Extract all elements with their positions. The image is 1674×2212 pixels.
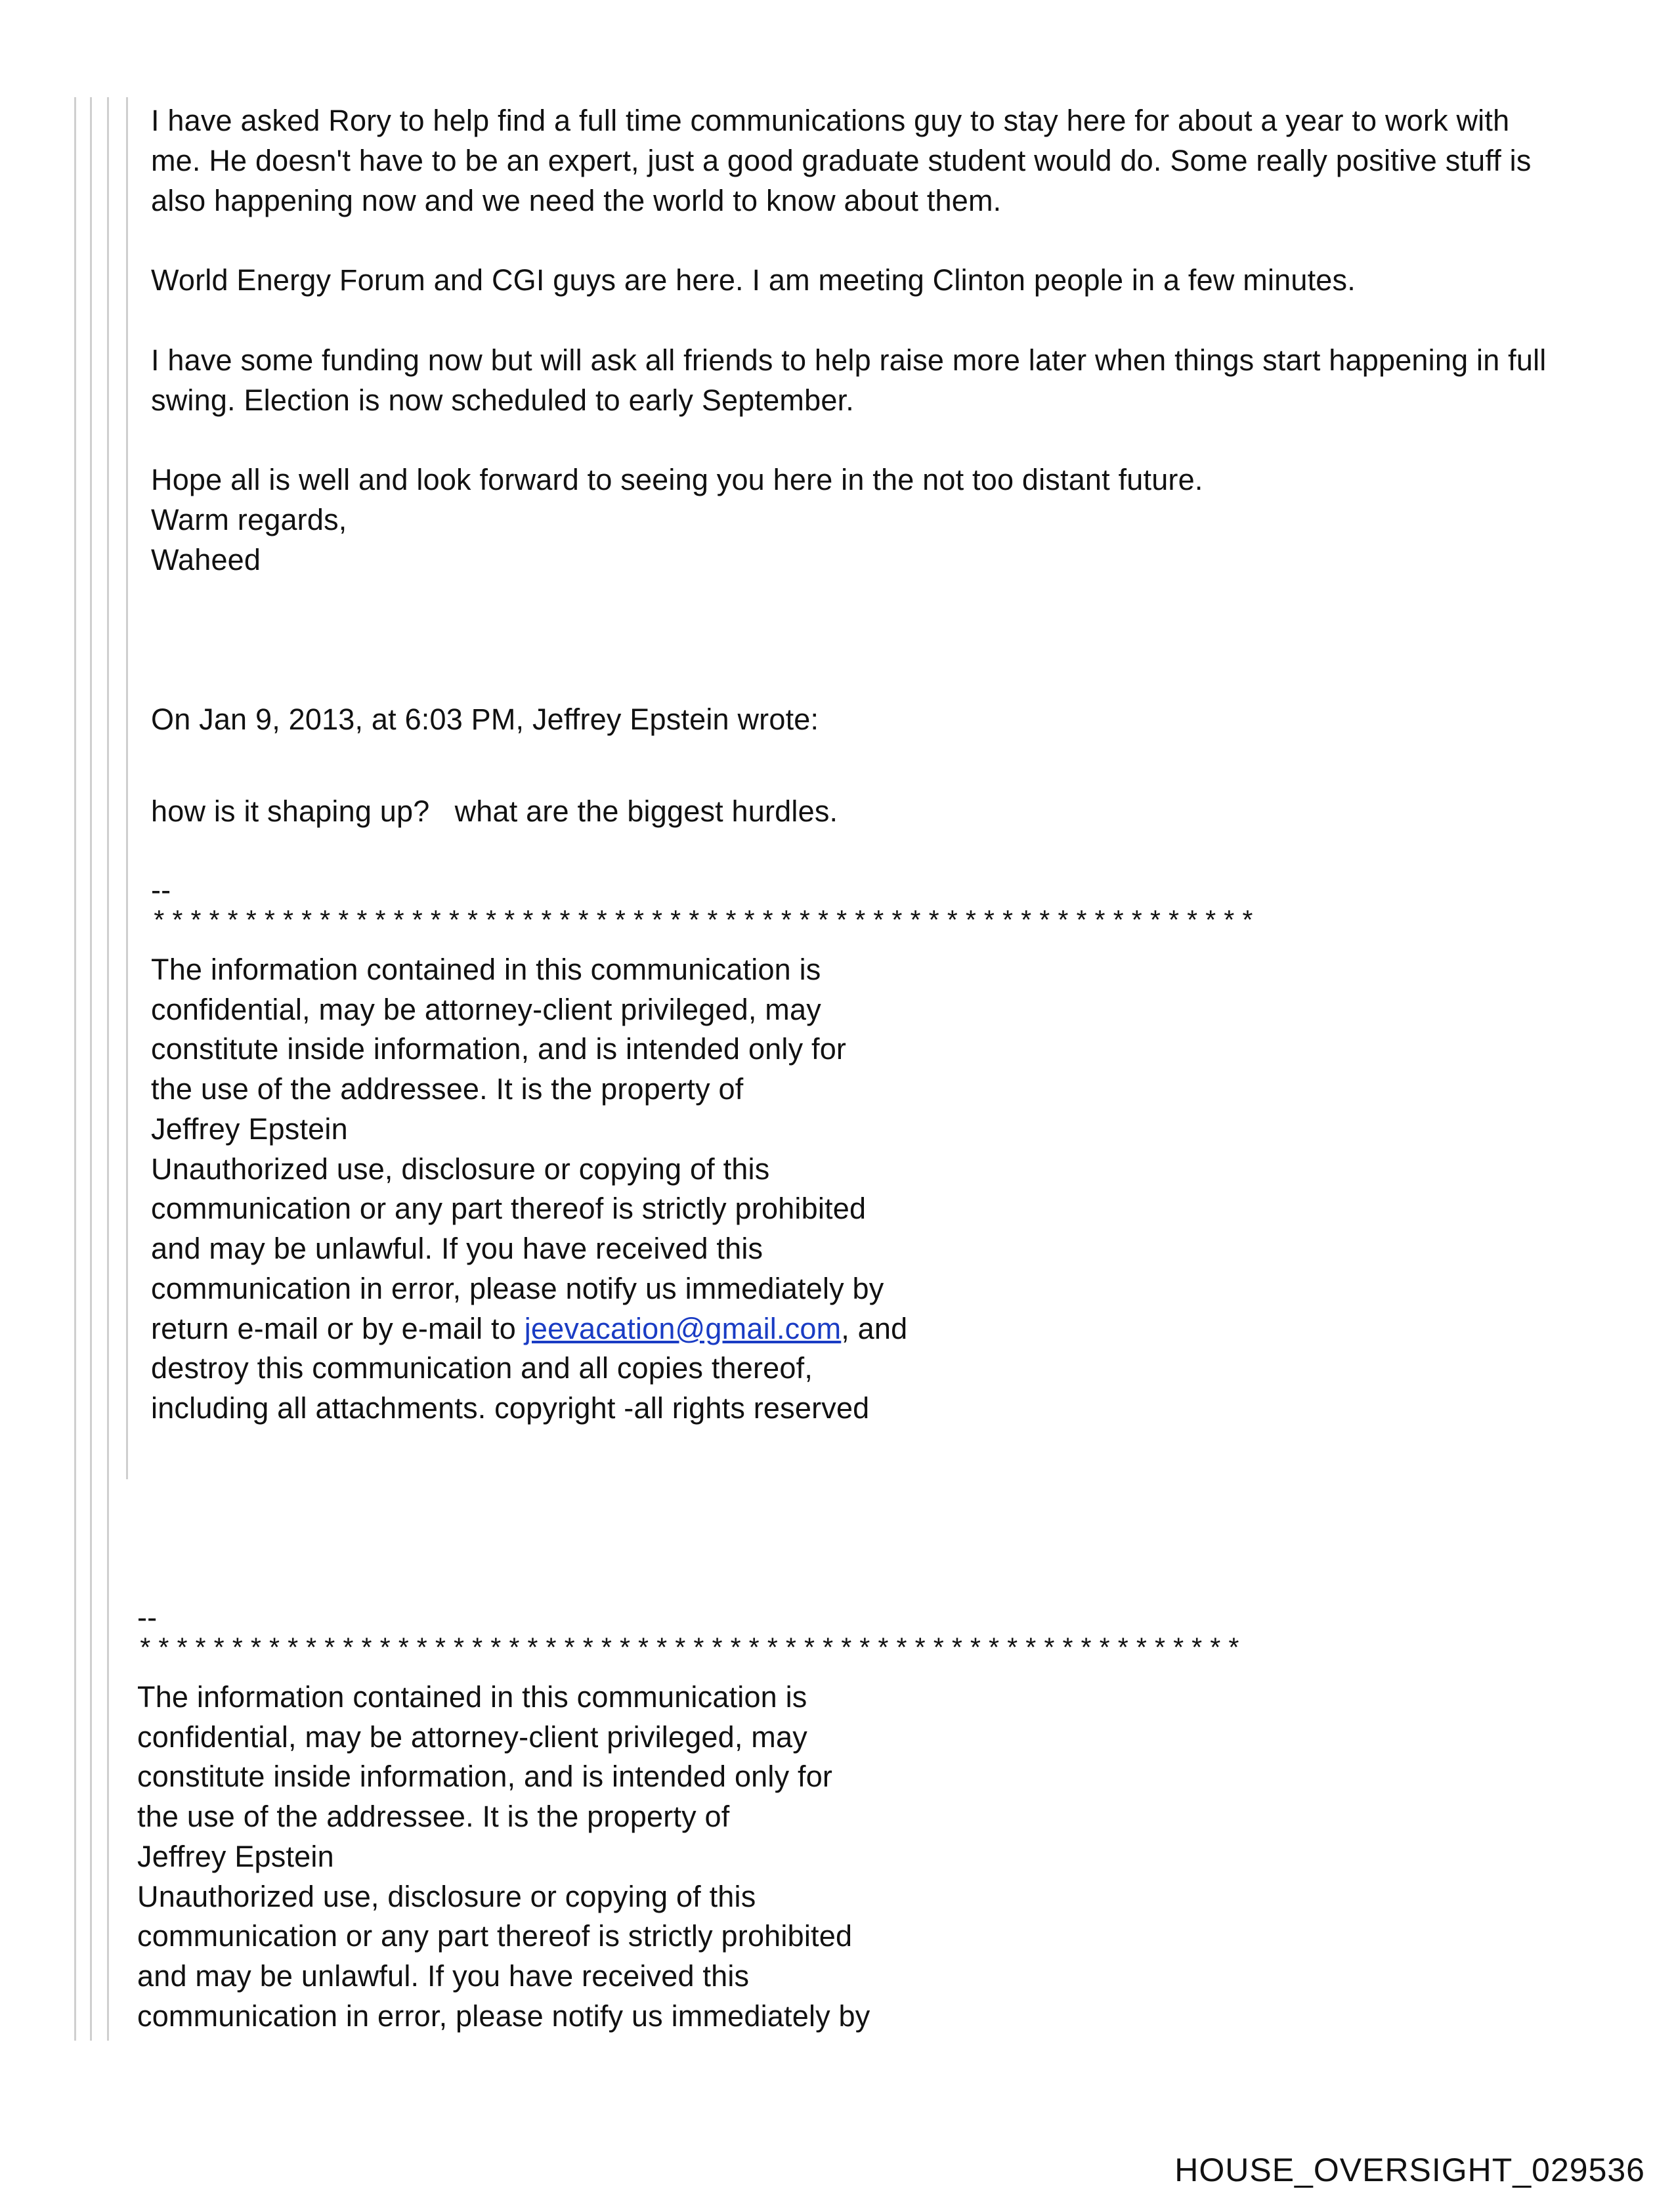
disclaimer-line-2: communication or any part thereof is strictly prohibited (137, 1919, 853, 1953)
disclaimer-return-suffix: , and (841, 1312, 908, 1345)
disclaimer-line-2: the use of the addressee. It is the property of (137, 1800, 730, 1833)
disclaimer-return-line (151, 1309, 907, 1349)
disclaimer-line: including all attachments. copyright -all rights reserved (151, 1391, 870, 1425)
signature: Waheed (151, 543, 261, 576)
disclaimer-line-2: Jeffrey Epstein (137, 1840, 334, 1873)
quote-bar-outer-1 (74, 97, 76, 2041)
disclaimer-line: communication or any part thereof is strictly prohibited (151, 1192, 867, 1225)
signature-stars: ************************************************************ (151, 908, 1258, 938)
quoted-message: how is it shaping up? what are the biggest hurdles. (151, 794, 838, 828)
bates-id: HOUSE_OVERSIGHT_029536 (1174, 2152, 1645, 2188)
body-line: swing. Election is now scheduled to early September. (151, 383, 854, 417)
disclaimer-line: the use of the addressee. It is the property of (151, 1072, 744, 1106)
disclaimer-line: communication in error, please notify us immediately by (151, 1272, 884, 1305)
disclaimer-line: and may be unlawful. If you have received this (151, 1232, 763, 1265)
disclaimer-line-2: constitute inside information, and is intended only for (137, 1760, 833, 1793)
quote-bar-outer-3 (107, 97, 109, 2041)
email-link[interactable]: jeevacation@gmail.com (524, 1312, 842, 1345)
disclaimer-return-prefix: return e-mail or by e-mail to (151, 1312, 525, 1345)
quoted-header: On Jan 9, 2013, at 6:03 PM, Jeffrey Epstein wrote: (151, 703, 819, 736)
body-line: also happening now and we need the world to know about them. (151, 184, 1002, 217)
body-line: Hope all is well and look forward to seeing you here in the not too distant future. (151, 463, 1203, 496)
disclaimer-line-2: The information contained in this communication is (137, 1680, 807, 1714)
disclaimer-line: destroy this communication and all copies thereof, (151, 1351, 813, 1385)
body-line: World Energy Forum and CGI guys are here. I am meeting Clinton people in a few minutes. (151, 263, 1356, 297)
closing: Warm regards, (151, 503, 347, 536)
disclaimer-line: The information contained in this communication is (151, 953, 821, 986)
disclaimer-line: Unauthorized use, disclosure or copying of this (151, 1152, 770, 1186)
quote-bar-outer-2 (90, 97, 92, 2041)
signature-stars-2: ************************************************************ (137, 1636, 1245, 1666)
body-line: I have some funding now but will ask all friends to help raise more later when things start happening in full (151, 343, 1547, 377)
disclaimer-line-2: confidential, may be attorney-client privileged, may (137, 1720, 807, 1754)
body-line: me. He doesn't have to be an expert, just a good graduate student would do. Some really positive stuff is (151, 144, 1532, 177)
quote-bar-inner (126, 97, 128, 1479)
signature-separator-2: -- (137, 1601, 158, 1634)
body-line: I have asked Rory to help find a full time communications guy to stay here for about a year to work with (151, 104, 1510, 137)
disclaimer-line: Jeffrey Epstein (151, 1112, 348, 1146)
disclaimer-line-2: Unauthorized use, disclosure or copying of this (137, 1880, 756, 1913)
signature-separator: -- (151, 873, 171, 907)
disclaimer-line: constitute inside information, and is intended only for (151, 1032, 847, 1066)
disclaimer-line-2: communication in error, please notify us immediately by (137, 1999, 870, 2033)
disclaimer-line: confidential, may be attorney-client privileged, may (151, 993, 821, 1026)
disclaimer-line-2: and may be unlawful. If you have received this (137, 1959, 750, 1993)
